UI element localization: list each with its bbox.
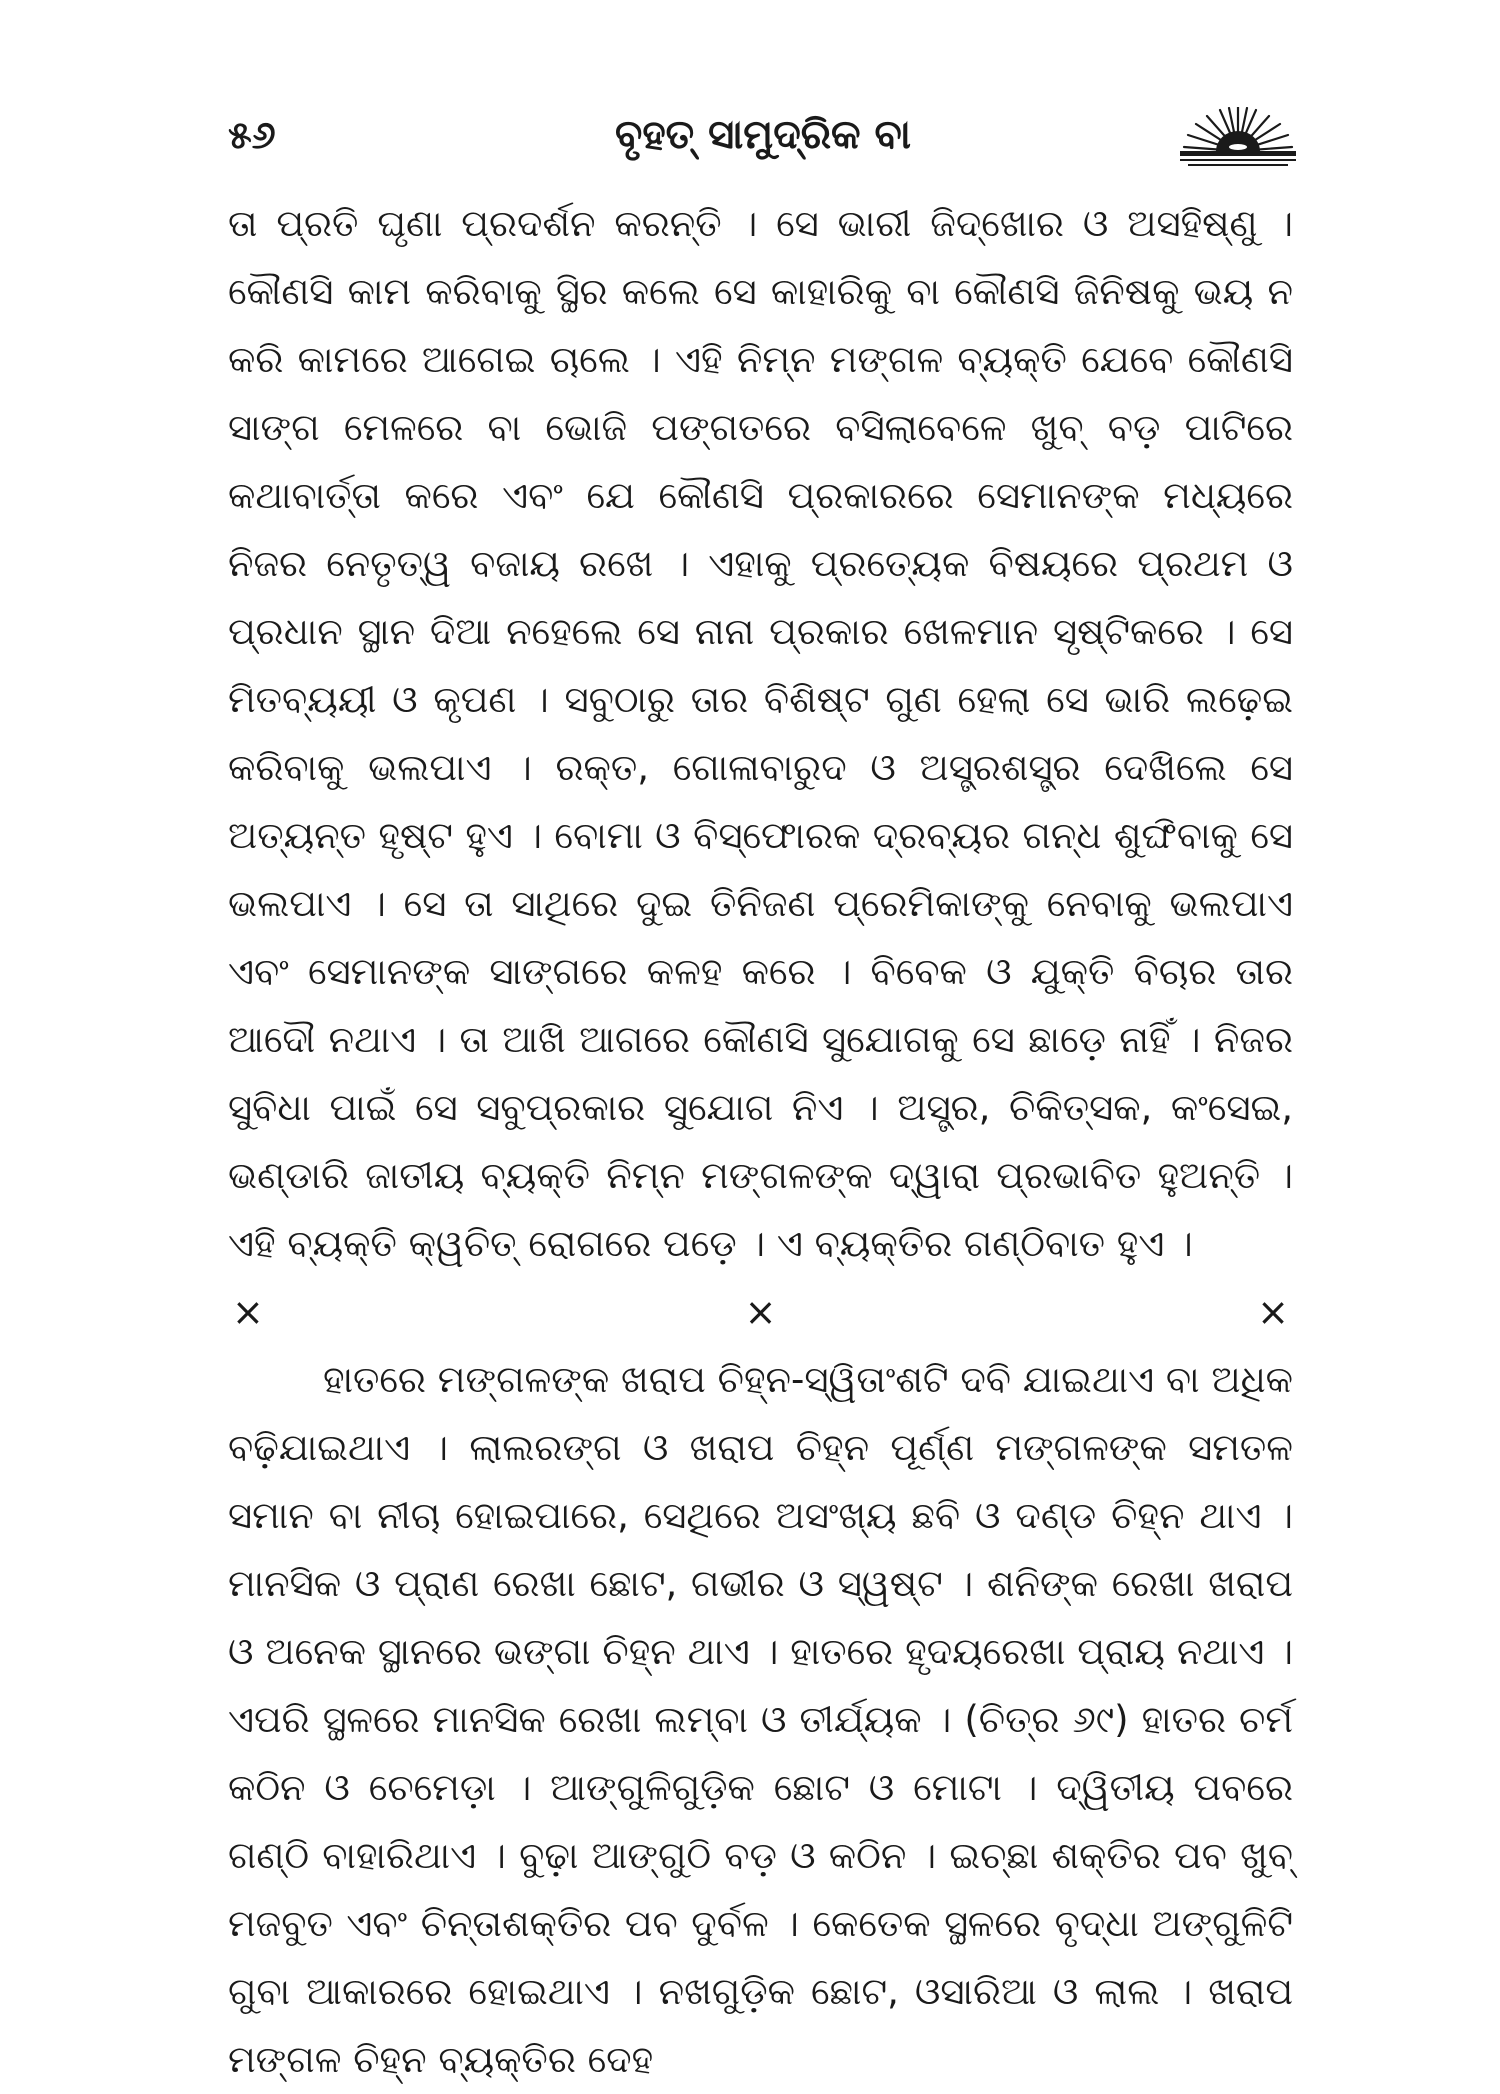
paragraph: ହାତରେ ମଙ୍ଗଳଙ୍କ ଖରାପ ଚିହ୍ନ-ସ୍ୱିତାଂଶଟି ଦବି ଯାଇଥାଏ ବା ଅଧିକ ବଢ଼ିଯାଇଥାଏ । ଲାଲରଙ୍ଗ ଓ ଖରାପ ଚିହ୍ନ ପୂର୍ଣ୍ଣ ମଙ୍ଗଳଙ୍କ ସମତଳ ସମାନ ବା ନୀଚା ହୋଇପାରେ, ସେଥିରେ ଅସଂଖ୍ୟ ଛବି ଓ ଦଣ୍ଡ ଚିହ୍ନ ଥାଏ । ମାନସିକ ଓ ପ୍ରାଣ ରେଖା ଛୋଟ, ଗଭୀର ଓ ସ୍ୱଷ୍ଟ । ଶନିଙ୍କ ରେଖା ଖରାପ ଓ ଅନେକ ସ୍ଥାନରେ ଭଙ୍ଗା ଚିହ୍ନ ଥାଏ । ହାତରେ ହୃଦୟରେଖା ପ୍ରାୟ ନଥାଏ । ଏପରି ସ୍ଥଳରେ ମାନସିକ ରେଖା ଲମ୍ବା ଓ ତୀର୍ଯ୍ୟକ । (ଚିତ୍ର ୬୯) ହାତର ଚର୍ମ କଠିନ ଓ ଚେମେଡ଼ା । ଆଙ୍ଗୁଳିଗୁଡ଼ିକ ଛୋଟ ଓ ମୋଟା । ଦ୍ୱିତୀୟ ପବରେ ଗଣ୍ଠି ବାହାରିଥାଏ । ବୁଢ଼ା ଆଙ୍ଗୁଠି ବଡ଼ ଓ କଠିନ । ଇଚ୍ଛା ଶକ୍ତିର ପବ ଖୁବ୍ ମଜବୁତ ଏବଂ ଚିନ୍ତାଶକ୍ତିର ପବ ଦୁର୍ବଳ । କେତେକ ସ୍ଥଳରେ ବୃଦ୍ଧା ଅଙ୍ଗୁଳିଟି ଗୁବା ଆକାରରେ ହୋଇଥାଏ । ନଖଗୁଡ଼ିକ ଛୋଟ, ଓସାରିଆ ଓ ଲାଲ । ଖରାପ ମଙ୍ଗଳ ଚିହ୍ନ ବ୍ୟକ୍ତିର ଦେହ xyxy=(228,1358,1293,2081)
book-title: ବୃହତ୍ ସାମୁଦ୍ରିକ ବା xyxy=(615,112,911,158)
sunburst-logo-icon xyxy=(1178,107,1298,169)
separator-mark: × xyxy=(744,1290,777,1334)
separator-mark: × xyxy=(1257,1290,1289,1334)
page-number: ୫୬ xyxy=(228,113,276,157)
body-text xyxy=(228,190,1293,2094)
paragraph: ତା ପ୍ରତି ଘୃଣା ପ୍ରଦର୍ଶନ କରନ୍ତି । ସେ ଭାରୀ ଜିଦ୍‌ଖୋର ଓ ଅସହିଷ୍ଣୁ । କୌଣସି କାମ କରିବାକୁ ସ୍ଥିର କଲେ ସେ କାହାରିକୁ ବା କୌଣସି ଜିନିଷକୁ ଭୟ ନ କରି କାମରେ ଆଗେଇ ଚାଲେ । ଏହି ନିମ୍ନ ମଙ୍ଗଳ ବ୍ୟକ୍ତି ଯେବେ କୌଣସି ସାଙ୍ଗ ମେଳରେ ବା ଭୋଜି ପଙ୍ଗତରେ ବସିଲାବେଳେ ଖୁବ୍ ବଡ଼ ପାଟିରେ କଥାବାର୍ତ୍ତା କରେ ଏବଂ ଯେ କୌଣସି ପ୍ରକାରରେ ସେମାନଙ୍କ ମଧ୍ୟରେ ନିଜର ନେତୃତ୍ୱ ବଜାୟ ରଖେ । ଏହାକୁ ପ୍ରତ୍ୟେକ ବିଷୟରେ ପ୍ରଥମ ଓ ପ୍ରଧାନ ସ୍ଥାନ ଦିଆ ନହେଲେ ସେ ନାନା ପ୍ରକାର ଖେଳମାନ ସୃଷ୍ଟିକରେ । ସେ ମିତବ୍ୟୟୀ ଓ କୃପଣ । ସବୁଠାରୁ ତାର ବିଶିଷ୍ଟ ଗୁଣ ହେଲା ସେ ଭାରି ଲଢ଼େଇ କରିବାକୁ ଭଲପାଏ । ରକ୍ତ, ଗୋଳାବାରୁଦ ଓ ଅସ୍ତ୍ରଶସ୍ତ୍ର ଦେଖିଲେ ସେ ଅତ୍ୟନ୍ତ ହୃଷ୍ଟ ହୁଏ । ବୋମା ଓ ବିସ୍ଫୋରକ ଦ୍ରବ୍ୟର ଗନ୍ଧ ଶୁଙ୍ଘିବାକୁ ସେ ଭଲପାଏ । ସେ ତା ସାଥିରେ ଦୁଇ ତିନିଜଣ ପ୍ରେମିକାଙ୍କୁ ନେବାକୁ ଭଲପାଏ ଏବଂ ସେମାନଙ୍କ ସାଙ୍ଗରେ କଳହ କରେ । ବିବେକ ଓ ଯୁକ୍ତି ବିଚାର ତାର ଆଦୌ ନଥାଏ । ତା ଆଖି ଆଗରେ କୌଣସି ସୁଯୋଗକୁ ସେ ଛାଡ଼େ ନାହିଁ । ନିଜର ସୁବିଧା ପାଇଁ ସେ ସବୁପ୍ରକାର ସୁଯୋଗ ନିଏ । ଅସ୍ତ୍ର, ଚିକିତ୍ସକ, କଂସେଇ, ଭଣ୍ଡାରି ଜାତୀୟ ବ୍ୟକ୍ତି ନିମ୍ନ ମଙ୍ଗଳଙ୍କ ଦ୍ୱାରା ପ୍ରଭାବିତ ହୁଅନ୍ତି । ଏହି ବ୍ୟକ୍ତି କ୍ୱଚିତ୍ ରୋଗରେ ପଡ଼େ । ଏ ବ୍ୟକ୍ତିର ଗଣ୍ଠିବାତ ହୁଏ । xyxy=(228,202,1293,1265)
section-separator xyxy=(228,1278,1293,1346)
separator-mark: × xyxy=(232,1290,264,1334)
page-header xyxy=(228,105,1298,175)
